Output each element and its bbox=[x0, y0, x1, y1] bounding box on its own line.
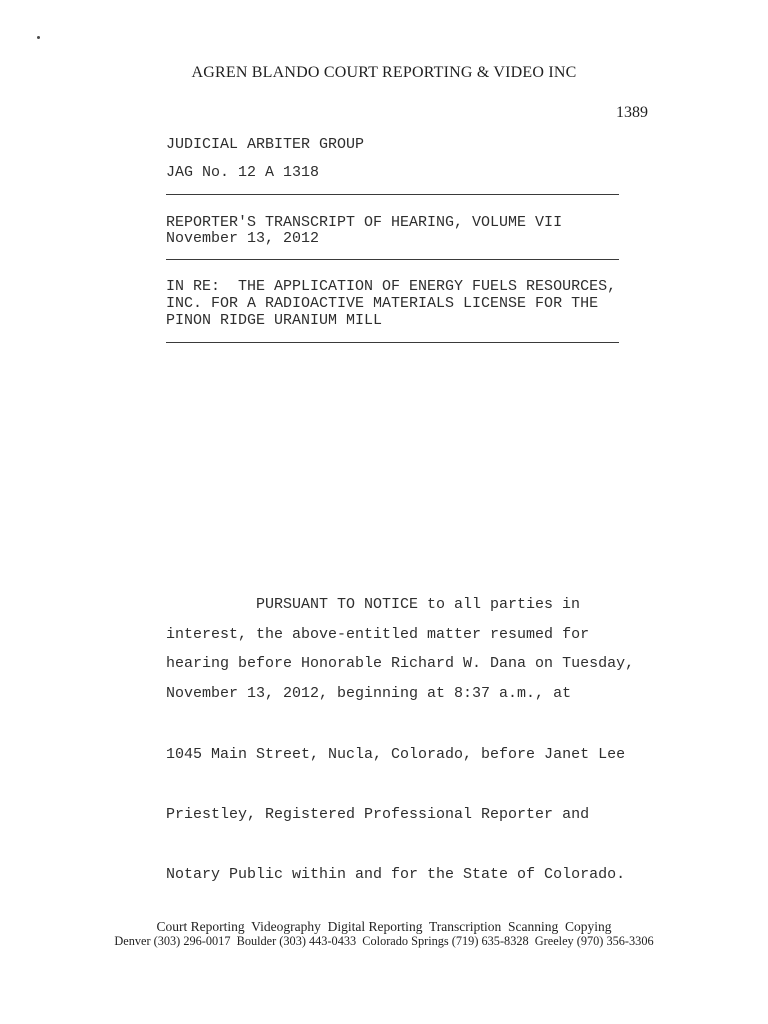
body-line-pursuant: PURSUANT TO NOTICE to all parties in bbox=[256, 596, 581, 613]
transcript-title-line-1: REPORTER'S TRANSCRIPT OF HEARING, VOLUME VII bbox=[166, 214, 563, 231]
page-number: 1389 bbox=[616, 104, 648, 121]
in-re-line-3: PINON RIDGE URANIUM MILL bbox=[166, 312, 383, 329]
in-re-line-2: INC. FOR A RADIOACTIVE MATERIALS LICENSE FOR THE bbox=[166, 295, 599, 312]
caption-divider-rule-3 bbox=[166, 342, 619, 343]
body-line-date-time: November 13, 2012, beginning at 8:37 a.m., at bbox=[166, 685, 572, 702]
caption-divider-rule-2 bbox=[166, 259, 619, 260]
footer-phone-numbers-line: Denver (303) 296-0017 Boulder (303) 443-0433 Colorado Springs (719) 635-8328 Greeley (970) 356-3306 bbox=[114, 934, 654, 948]
caption-divider-rule-1 bbox=[166, 194, 619, 195]
case-number: JAG No. 12 A 1318 bbox=[166, 164, 320, 181]
body-line-reporter: Priestley, Registered Professional Reporter and bbox=[166, 806, 590, 823]
court-name: JUDICIAL ARBITER GROUP bbox=[166, 136, 365, 153]
footer-services-line: Court Reporting Videography Digital Reporting Transcription Scanning Copying bbox=[156, 919, 612, 934]
scan-artifact-dot bbox=[37, 36, 40, 39]
transcript-title-line-2: November 13, 2012 bbox=[166, 230, 320, 247]
reporting-company-header: AGREN BLANDO COURT REPORTING & VIDEO INC bbox=[191, 64, 577, 81]
body-line-hearing: hearing before Honorable Richard W. Dana on Tuesday, bbox=[166, 655, 635, 672]
body-line-notary: Notary Public within and for the State of Colorado. bbox=[166, 866, 626, 883]
body-line-interest: interest, the above-entitled matter resumed for bbox=[166, 626, 590, 643]
in-re-line-1: IN RE: THE APPLICATION OF ENERGY FUELS RESOURCES, bbox=[166, 278, 617, 295]
body-line-address: 1045 Main Street, Nucla, Colorado, before Janet Lee bbox=[166, 746, 626, 763]
